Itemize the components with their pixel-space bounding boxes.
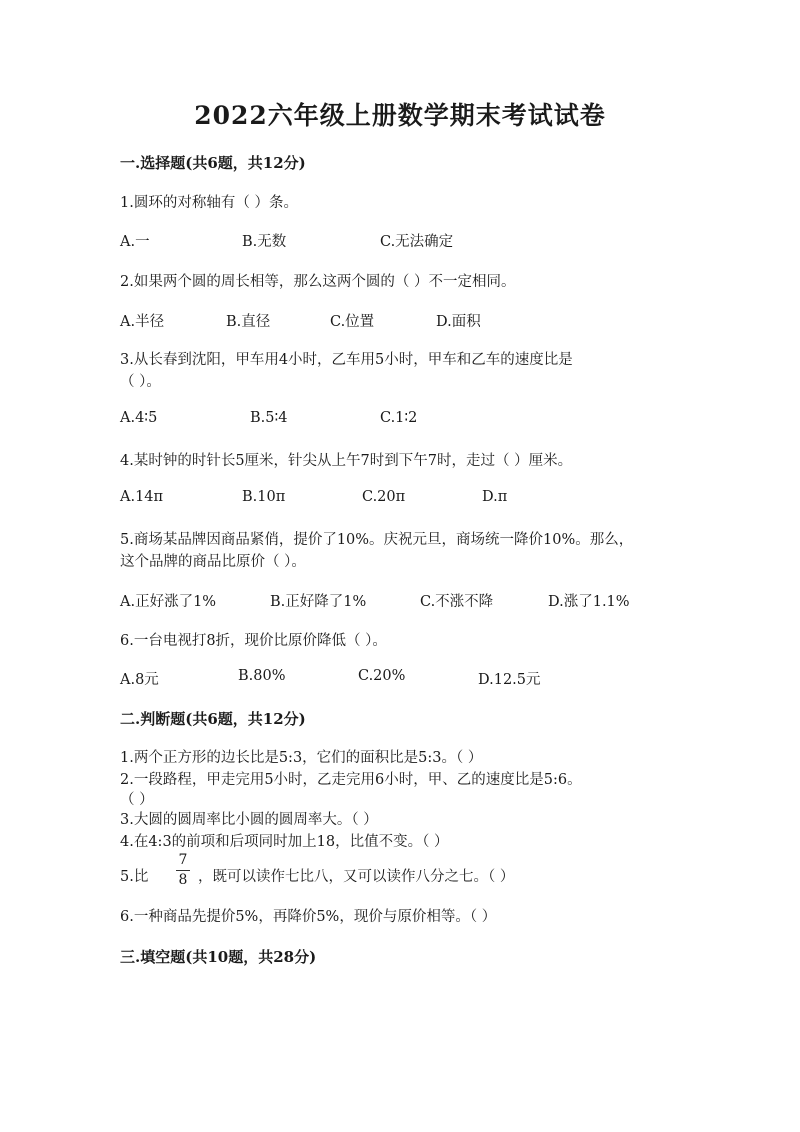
question-1-3-line2: （ ）。 xyxy=(120,374,161,390)
page-title: 2022六年级上册数学期末考试试卷 xyxy=(194,101,606,130)
option-a: A.一 xyxy=(120,234,150,250)
question-1-2: 2.如果两个圆的周长相等，那么这两个圆的（ ）不一定相同。 xyxy=(120,274,516,290)
judgment-item-2-line2: （ ） xyxy=(120,792,154,808)
fraction-seven-eighths xyxy=(176,852,190,889)
option-c: C.1∶2 xyxy=(380,410,418,426)
judgment-item-4: 4.在4:3的前项和后项同时加上18，比值不变。（ ） xyxy=(120,834,449,850)
section-heading-choice: 一.选择题(共6题，共12分) xyxy=(120,154,306,172)
option-b: B.80% xyxy=(238,668,286,684)
options-1-1 xyxy=(120,230,720,250)
options-1-5 xyxy=(120,590,720,610)
option-a: A.14π xyxy=(120,489,164,505)
section-heading-fill-blank: 三.填空题(共10题，共28分) xyxy=(120,948,317,966)
fraction-numerator: 7 xyxy=(178,852,188,868)
fraction-denominator: 8 xyxy=(178,872,188,888)
question-1-5-line2: 这个品牌的商品比原价（ ）。 xyxy=(120,554,306,570)
fraction-bar xyxy=(176,870,190,871)
option-a: A.半径 xyxy=(120,314,165,330)
question-1-6: 6.一台电视打8折，现价比原价降低（ ）。 xyxy=(120,633,387,649)
options-1-4 xyxy=(120,489,720,509)
option-d: D.涨了1.1% xyxy=(548,594,630,610)
question-1-1: 1.圆环的对称轴有（ ）条。 xyxy=(120,195,298,211)
judgment-item-2: 2.一段路程，甲走完用5小时，乙走完用6小时，甲、乙的速度比是5:6。 xyxy=(120,772,582,788)
option-b: B.无数 xyxy=(242,234,287,250)
question-1-3: 3.从长春到沈阳，甲车用4小时，乙车用5小时，甲车和乙车的速度比是 xyxy=(120,352,573,368)
option-b: B.10π xyxy=(242,489,286,505)
option-b: B.5∶4 xyxy=(250,410,288,426)
option-d: D.π xyxy=(482,489,508,505)
judgment-item-1: 1.两个正方形的边长比是5:3，它们的面积比是5:3。（ ） xyxy=(120,750,483,766)
judgment-item-3: 3.大圆的圆周率比小圆的圆周率大。（ ） xyxy=(120,812,378,828)
question-1-5: 5.商场某品牌因商品紧俏，提价了10%。庆祝元旦，商场统一降价10%。那么， xyxy=(120,532,634,548)
judgment-item-5-prefix: 5.比 xyxy=(120,869,149,885)
options-1-6 xyxy=(120,668,720,688)
option-c: C.位置 xyxy=(330,314,375,330)
option-c: C.20π xyxy=(362,489,406,505)
option-b: B.正好降了1% xyxy=(270,594,367,610)
option-a: A.8元 xyxy=(120,672,159,688)
option-d: D.面积 xyxy=(436,314,481,330)
option-c: C.无法确定 xyxy=(380,234,454,250)
judgment-item-6: 6.一种商品先提价5%，再降价5%，现价与原价相等。（ ） xyxy=(120,909,497,925)
question-1-4: 4.某时钟的时针长5厘米，针尖从上午7时到下午7时，走过（ ）厘米。 xyxy=(120,453,573,469)
options-1-3 xyxy=(120,410,720,430)
option-d: D.12.5元 xyxy=(478,672,541,688)
judgment-item-5-suffix: ，既可以读作七比八，又可以读作八分之七。（ ） xyxy=(198,869,515,885)
option-b: B.直径 xyxy=(226,314,271,330)
options-1-2 xyxy=(120,310,720,330)
option-a: A.4∶5 xyxy=(120,410,158,426)
option-c: C.20% xyxy=(358,668,406,684)
option-c: C.不涨不降 xyxy=(420,594,494,610)
option-a: A.正好涨了1% xyxy=(120,594,217,610)
section-heading-judgment: 二.判断题(共6题，共12分) xyxy=(120,710,306,728)
